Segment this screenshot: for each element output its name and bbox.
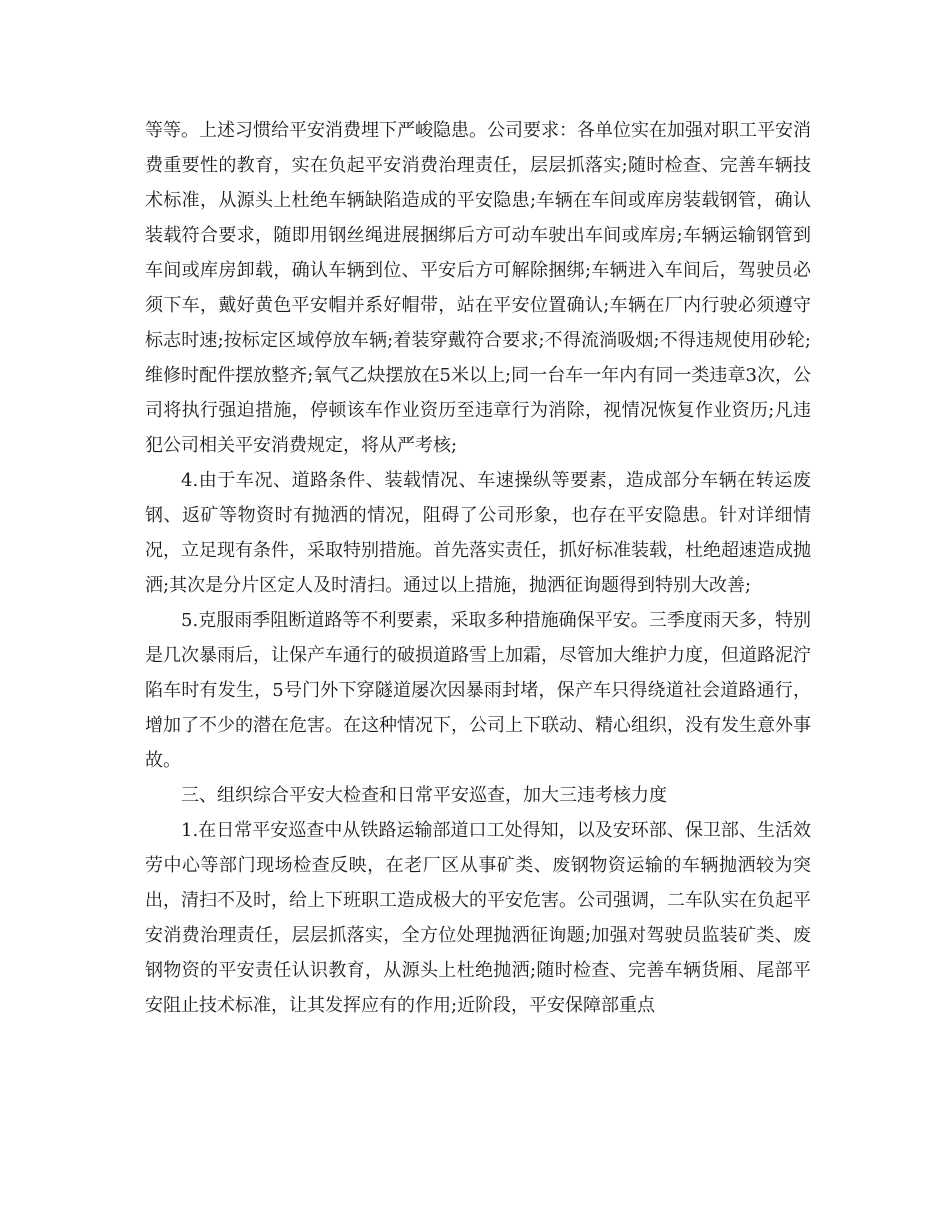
section-heading-3: 三、组织综合平安大检查和日常平安巡查，加大三违考核力度 [181,785,667,806]
paragraph-item-4-spillage: 4.由于车况、道路条件、装载情况、车速操纵等要素，造成部分车辆在转运废钢、返矿等物资时有抛洒的情况，阻碍了公司形象，也存在平安隐患。针对详细情况，立足现有条件，采取特别措施。首先落实责任，抓好标准装载，杜绝超速造成抛洒;其次是分片区定人及时清扫。通过以上措施，抛洒征询题得到特别大改善; [145,470,811,596]
document-body [145,113,811,1023]
paragraph-item-1-daily-inspection: 1.在日常平安巡查中从铁路运输部道口工处得知，以及安环部、保卫部、生活效劳中心等部门现场检查反映，在老厂区从事矿类、废钢物资运输的车辆抛洒较为突出，清扫不及时，给上下班职工造成极大的平安危害。公司强调，二车队实在负起平安消费治理责任，层层抓落实，全方位处理抛洒征询题;加强对驾驶员监装矿类、废钢物资的平安责任认识教育，从源头上杜绝抛洒;随时检查、完善车辆货厢、尾部平安阻止技术标准，让其发挥应有的作用;近阶段，平安保障部重点 [145,820,811,1016]
paragraph-item-5-rainy-season: 5.克服雨季阻断道路等不利要素，采取多种措施确保平安。三季度雨天多，特别是几次暴雨后，让保产车通行的破损道路雪上加霜，尽管加大维护力度，但道路泥泞陷车时有发生，5号门外下穿隧道屡次因暴雨封堵，保产车只得绕道社会道路通行，增加了不少的潜在危害。在这种情况下，公司上下联动、精心组织，没有发生意外事故。 [145,610,811,771]
paragraph-safety-requirements: 等等。上述习惯给平安消费埋下严峻隐患。公司要求：各单位实在加强对职工平安消费重要性的教育，实在负起平安消费治理责任，层层抓落实;随时检查、完善车辆技术标准，从源头上杜绝车辆缺陷造成的平安隐患;车辆在车间或库房装载钢管，确认装载符合要求，随即用钢丝绳进展捆绑后方可动车驶出车间或库房;车辆运输钢管到车间或库房卸载，确认车辆到位、平安后方可解除捆绑;车辆进入车间后，驾驶员必须下车，戴好黄色平安帽并系好帽带，站在平安位置确认;车辆在厂内行驶必须遵守标志时速;按标定区域停放车辆;着装穿戴符合要求;不得流淌吸烟;不得违规使用砂轮;维修时配件摆放整齐;氧气乙炔摆放在5米以上;同一台车一年内有同一类违章3次，公司将执行强迫措施，停顿该车作业资历至违章行为消除，视情况恢复作业资历;凡违犯公司相关平安消费规定，将从严考核; [145,120,811,456]
